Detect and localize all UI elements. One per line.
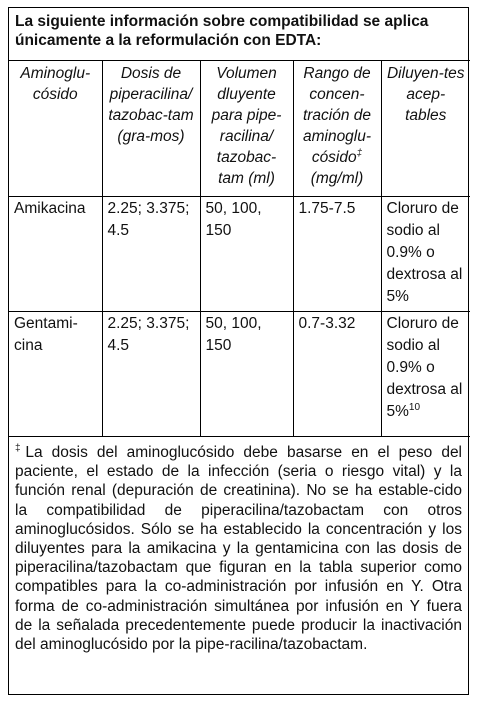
cell-dosis: 2.25; 3.375; 4.5 (102, 312, 200, 437)
cell-volumen: 50, 100, 150 (200, 312, 293, 437)
cell-diluyentes: Cloruro de sodio al 0.9% o dextrosa al 5%$^{10}$ (381, 312, 470, 437)
cell-dosis: 2.25; 3.375; 4.5 (102, 197, 200, 312)
reference-superscript: 10 (408, 402, 421, 413)
table-row (9, 197, 470, 312)
cell-rango: 0.7-3.32 (293, 312, 381, 437)
cell-diluyentes: Cloruro de sodio al 0.9% o dextrosa al 5% (381, 197, 470, 312)
header-rango: Rango de concen-tración de aminoglu-cósido‡ (mg/ml) (293, 61, 381, 197)
footnote-text: La dosis del aminoglucósido debe basarse en el peso del paciente, el estado de la infección (seria o riesgo vital) y la función renal (depuración de creatinina). No se ha estable-cido la compatibilidad de piperacilina/tazobactam con otros aminoglucósidos. Sólo se ha establecido la concentración y los diluyentes para la amikacina y la gentamicina con las dosis de piperacilina/tazobactam que figuran en la tabla superior como compatibles para la co-administración por infusión en Y. Otra forma de co-administración simultánea por infusión en Y fuera de la señalada precedentemente puede producir la inactivación del aminoglucósido por la pipe-racilina/tazobactam. (15, 444, 463, 654)
header-diluyentes: Diluyen-tes acep-tables (381, 61, 470, 197)
table-row (9, 312, 470, 437)
compatibility-box (8, 7, 469, 695)
header-dosis: Dosis de piperacilina/ tazobac-tam (gra-mos) (102, 61, 200, 197)
cell-aminoglucosido: Amikacina (9, 197, 102, 312)
header-aminoglucosido: Aminoglu-cósido (9, 61, 102, 197)
header-volumen: Volumen dluyente para pipe-racilina/ tazobac-tam (ml) (200, 61, 293, 197)
cell-aminoglucosido: Gentami-cina (9, 312, 102, 437)
footnote-mark: ‡ (15, 443, 26, 454)
compatibility-table (9, 60, 470, 437)
section-heading: La siguiente información sobre compatibilidad se aplica únicamente a la reformulación con EDTA: (15, 13, 429, 49)
table-header-row (9, 61, 470, 197)
cell-volumen: 50, 100, 150 (200, 197, 293, 312)
cell-rango: 1.75-7.5 (293, 197, 381, 312)
footnote (9, 437, 468, 654)
double-dagger-mark: ‡ (356, 148, 363, 159)
